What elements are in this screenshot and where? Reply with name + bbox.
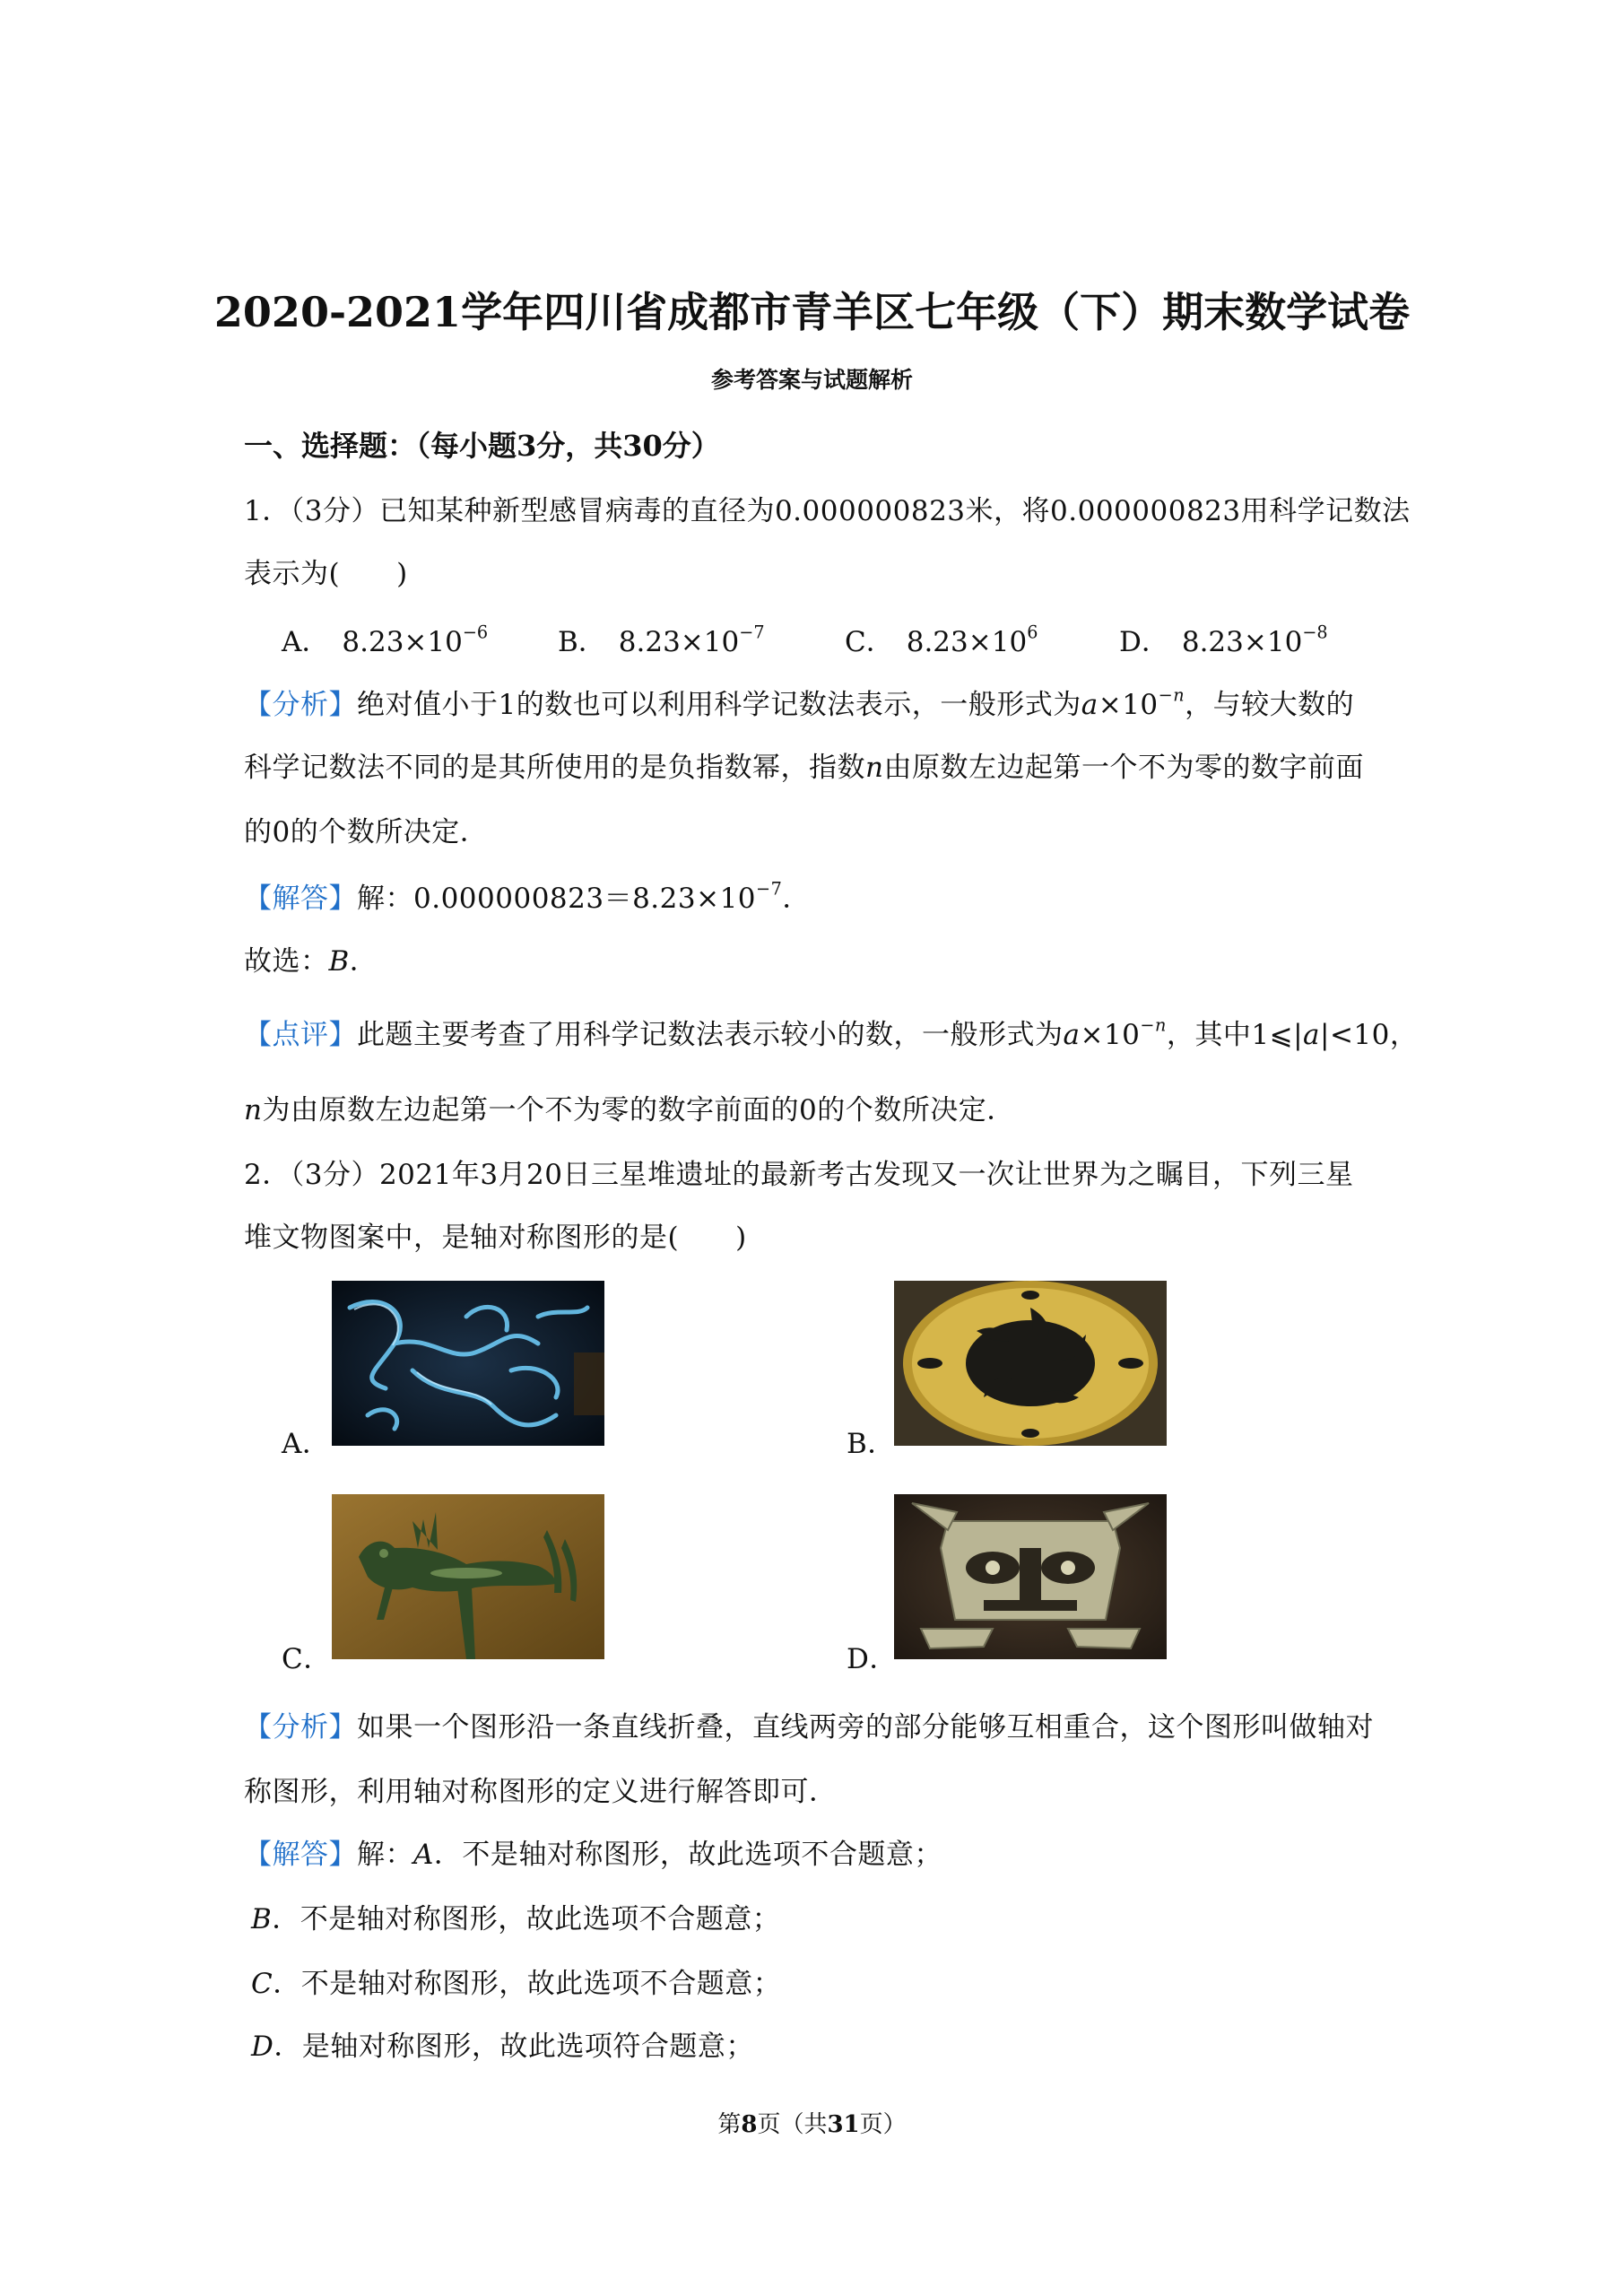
- q1-option-c: C． $8.23\times 10^6$: [845, 622, 1038, 658]
- q1-option-a: A． $8.23\times 10^{-6}$: [282, 622, 489, 658]
- blue-dragon-pattern-icon: [332, 1281, 604, 1446]
- q2-stem-line1: 2．（3分）2021年3月20日三星堆遗址的最新考古发现又一次让世界为之瞩目，下列三星: [244, 1159, 1354, 1191]
- q2-solution-line4: D．是轴对称图形，故此选项符合题意；: [251, 2031, 754, 2063]
- q1-stem-line1: 1．（3分）已知某种新型感冒病毒的直径为0.000000823米，将0.000000823用科学记数法: [244, 495, 1411, 527]
- q2-stem-line2: 堆文物图案中，是轴对称图形的是( ): [244, 1222, 747, 1254]
- q1-choice: 故选：B．: [244, 945, 378, 978]
- option-c-image: [332, 1494, 604, 1659]
- page-total: 31: [827, 2111, 860, 2138]
- q2-option-b-label: B．: [847, 1428, 896, 1460]
- q1-comment-line2: n为由原数左边起第一个不为零的数字前面的0的个数所决定．: [244, 1094, 1015, 1126]
- solution-tag: 【解答】: [244, 883, 357, 915]
- q2-analysis-line2: 称图形，利用轴对称图形的定义进行解答即可．: [244, 1776, 838, 1808]
- bronze-bird-figure-icon: [332, 1494, 604, 1659]
- gold-sun-disc-icon: [894, 1281, 1167, 1446]
- page-title: 2020-2021学年四川省成都市青羊区七年级（下）期末数学试卷: [213, 288, 1411, 336]
- comment-tag: 【点评】: [244, 1019, 357, 1051]
- q2-option-d-label: D．: [847, 1643, 898, 1675]
- page-subtitle: 参考答案与试题解析: [710, 367, 913, 393]
- analysis-tag: 【分析】: [244, 689, 357, 721]
- q2-solution-line2: B．不是轴对称图形，故此选项不合题意；: [251, 1903, 781, 1935]
- section-heading: 一、选择题：（每小题3分，共30分）: [244, 429, 720, 463]
- q1-option-d: D． $8.23\times 10^{-8}$: [1119, 622, 1328, 658]
- analysis-tag: 【分析】: [244, 1711, 357, 1744]
- q2-analysis-line1: 【分析】如果一个图形沿一条直线折叠，直线两旁的部分能够互相重合，这个图形叫做轴对: [244, 1711, 1374, 1744]
- q1-analysis-line3: 的0的个数所决定．: [244, 816, 489, 848]
- q1-stem-line2: 表示为( ): [244, 558, 408, 590]
- q1-analysis-line2: 科学记数法不同的是其所使用的是负指数幂，指数n由原数左边起第一个不为零的数字前面: [244, 752, 1364, 784]
- bronze-mask-icon: [894, 1494, 1167, 1659]
- solution-tag: 【解答】: [244, 1839, 357, 1871]
- option-b-image: [894, 1281, 1167, 1446]
- q1-option-b: B． $8.23\times 10^{-7}$: [558, 622, 765, 658]
- option-a-image: [332, 1281, 604, 1446]
- page-number: 8: [741, 2111, 758, 2138]
- page-footer: 第8页（共31页）: [717, 2111, 907, 2138]
- q1-solution: 【解答】解：$0.000000823=8.23\times 10^{-7}$．: [244, 878, 811, 915]
- q1-comment-line1: 【点评】此题主要考查了用科学记数法表示较小的数，一般形式为$a\times 10^{-n}$，其中1⩽|a|<10，: [244, 1014, 1419, 1051]
- q2-option-a-label: A．: [282, 1428, 331, 1460]
- q2-solution-line3: C．不是轴对称图形，故此选项不合题意；: [251, 1968, 782, 2000]
- q2-solution-line1: 【解答】解：A．不是轴对称图形，故此选项不合题意；: [244, 1839, 942, 1871]
- option-d-image: [894, 1494, 1167, 1659]
- q1-analysis-line1: 【分析】绝对值小于1的数也可以利用科学记数法表示，一般形式为$a\times 10^{-n}$，与较大数的: [244, 684, 1355, 721]
- q2-option-c-label: C．: [282, 1643, 332, 1675]
